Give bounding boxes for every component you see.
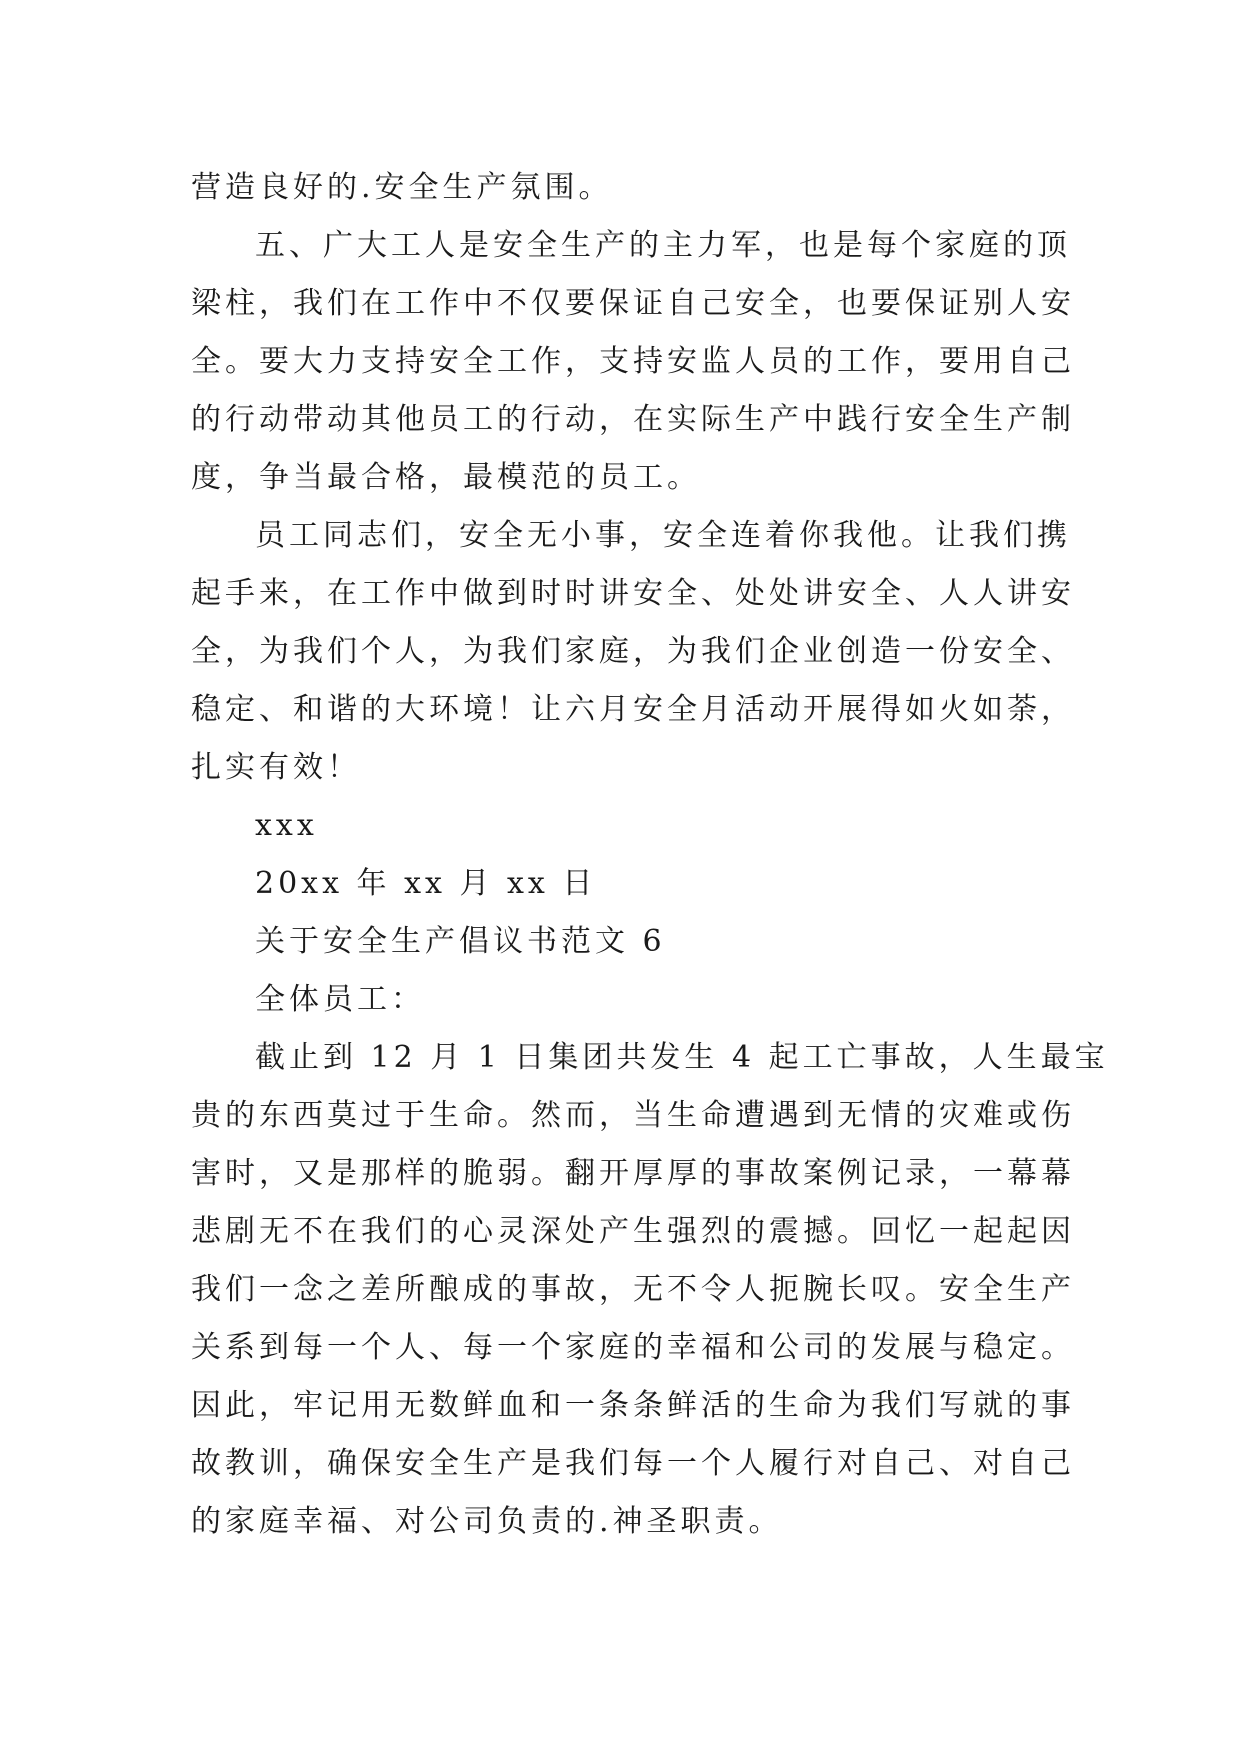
paragraph-line: 全。要大力支持安全工作，支持安监人员的工作，要用自己 xyxy=(191,344,1075,379)
paragraph-line: 悲剧无不在我们的心灵深处产生强烈的震撼。回忆一起起因 xyxy=(191,1214,1075,1249)
paragraph-line: 的家庭幸福、对公司负责的.神圣职责。 xyxy=(191,1504,783,1539)
paragraph-line: 起手来，在工作中做到时时讲安全、处处讲安全、人人讲安 xyxy=(191,576,1075,611)
paragraph-line: 梁柱，我们在工作中不仅要保证自己安全，也要保证别人安 xyxy=(191,286,1075,321)
paragraph-line: 害时，又是那样的脆弱。翻开厚厚的事故案例记录，一幕幕 xyxy=(191,1156,1075,1191)
paragraph-line: 我们一念之差所酿成的事故，无不令人扼腕长叹。安全生产 xyxy=(191,1272,1075,1307)
paragraph-line: 员工同志们，安全无小事，安全连着你我他。让我们携 xyxy=(255,518,1071,553)
paragraph-line: 度，争当最合格，最模范的员工。 xyxy=(191,460,701,495)
paragraph-line: 全，为我们个人，为我们家庭，为我们企业创造一份安全、 xyxy=(191,634,1075,669)
paragraph-line: 稳定、和谐的大环境！让六月安全月活动开展得如火如荼， xyxy=(191,692,1075,727)
paragraph-line: 的行动带动其他员工的行动，在实际生产中践行安全生产制 xyxy=(191,402,1075,437)
section-title: 关于安全生产倡议书范文 6 xyxy=(255,924,666,959)
paragraph-line: 贵的东西莫过于生命。然而，当生命遭遇到无情的灾难或伤 xyxy=(191,1098,1075,1133)
signature-date: 20xx 年 xx 月 xx 日 xyxy=(255,866,597,901)
paragraph-line: 营造良好的.安全生产氛围。 xyxy=(191,170,613,205)
document-body xyxy=(191,159,1109,1551)
paragraph-line: 关系到每一个人、每一个家庭的幸福和公司的发展与稳定。 xyxy=(191,1330,1075,1365)
paragraph-line: 五、广大工人是安全生产的主力军，也是每个家庭的顶 xyxy=(255,228,1071,263)
signature-name: xxx xyxy=(255,808,318,843)
salutation: 全体员工： xyxy=(255,982,425,1017)
paragraph-line: 扎实有效！ xyxy=(191,750,361,785)
paragraph-line: 因此，牢记用无数鲜血和一条条鲜活的生命为我们写就的事 xyxy=(191,1388,1075,1423)
paragraph-line: 故教训，确保安全生产是我们每一个人履行对自己、对自己 xyxy=(191,1446,1075,1481)
paragraph-line: 截止到 12 月 1 日集团共发生 4 起工亡事故，人生最宝 xyxy=(255,1040,1109,1075)
